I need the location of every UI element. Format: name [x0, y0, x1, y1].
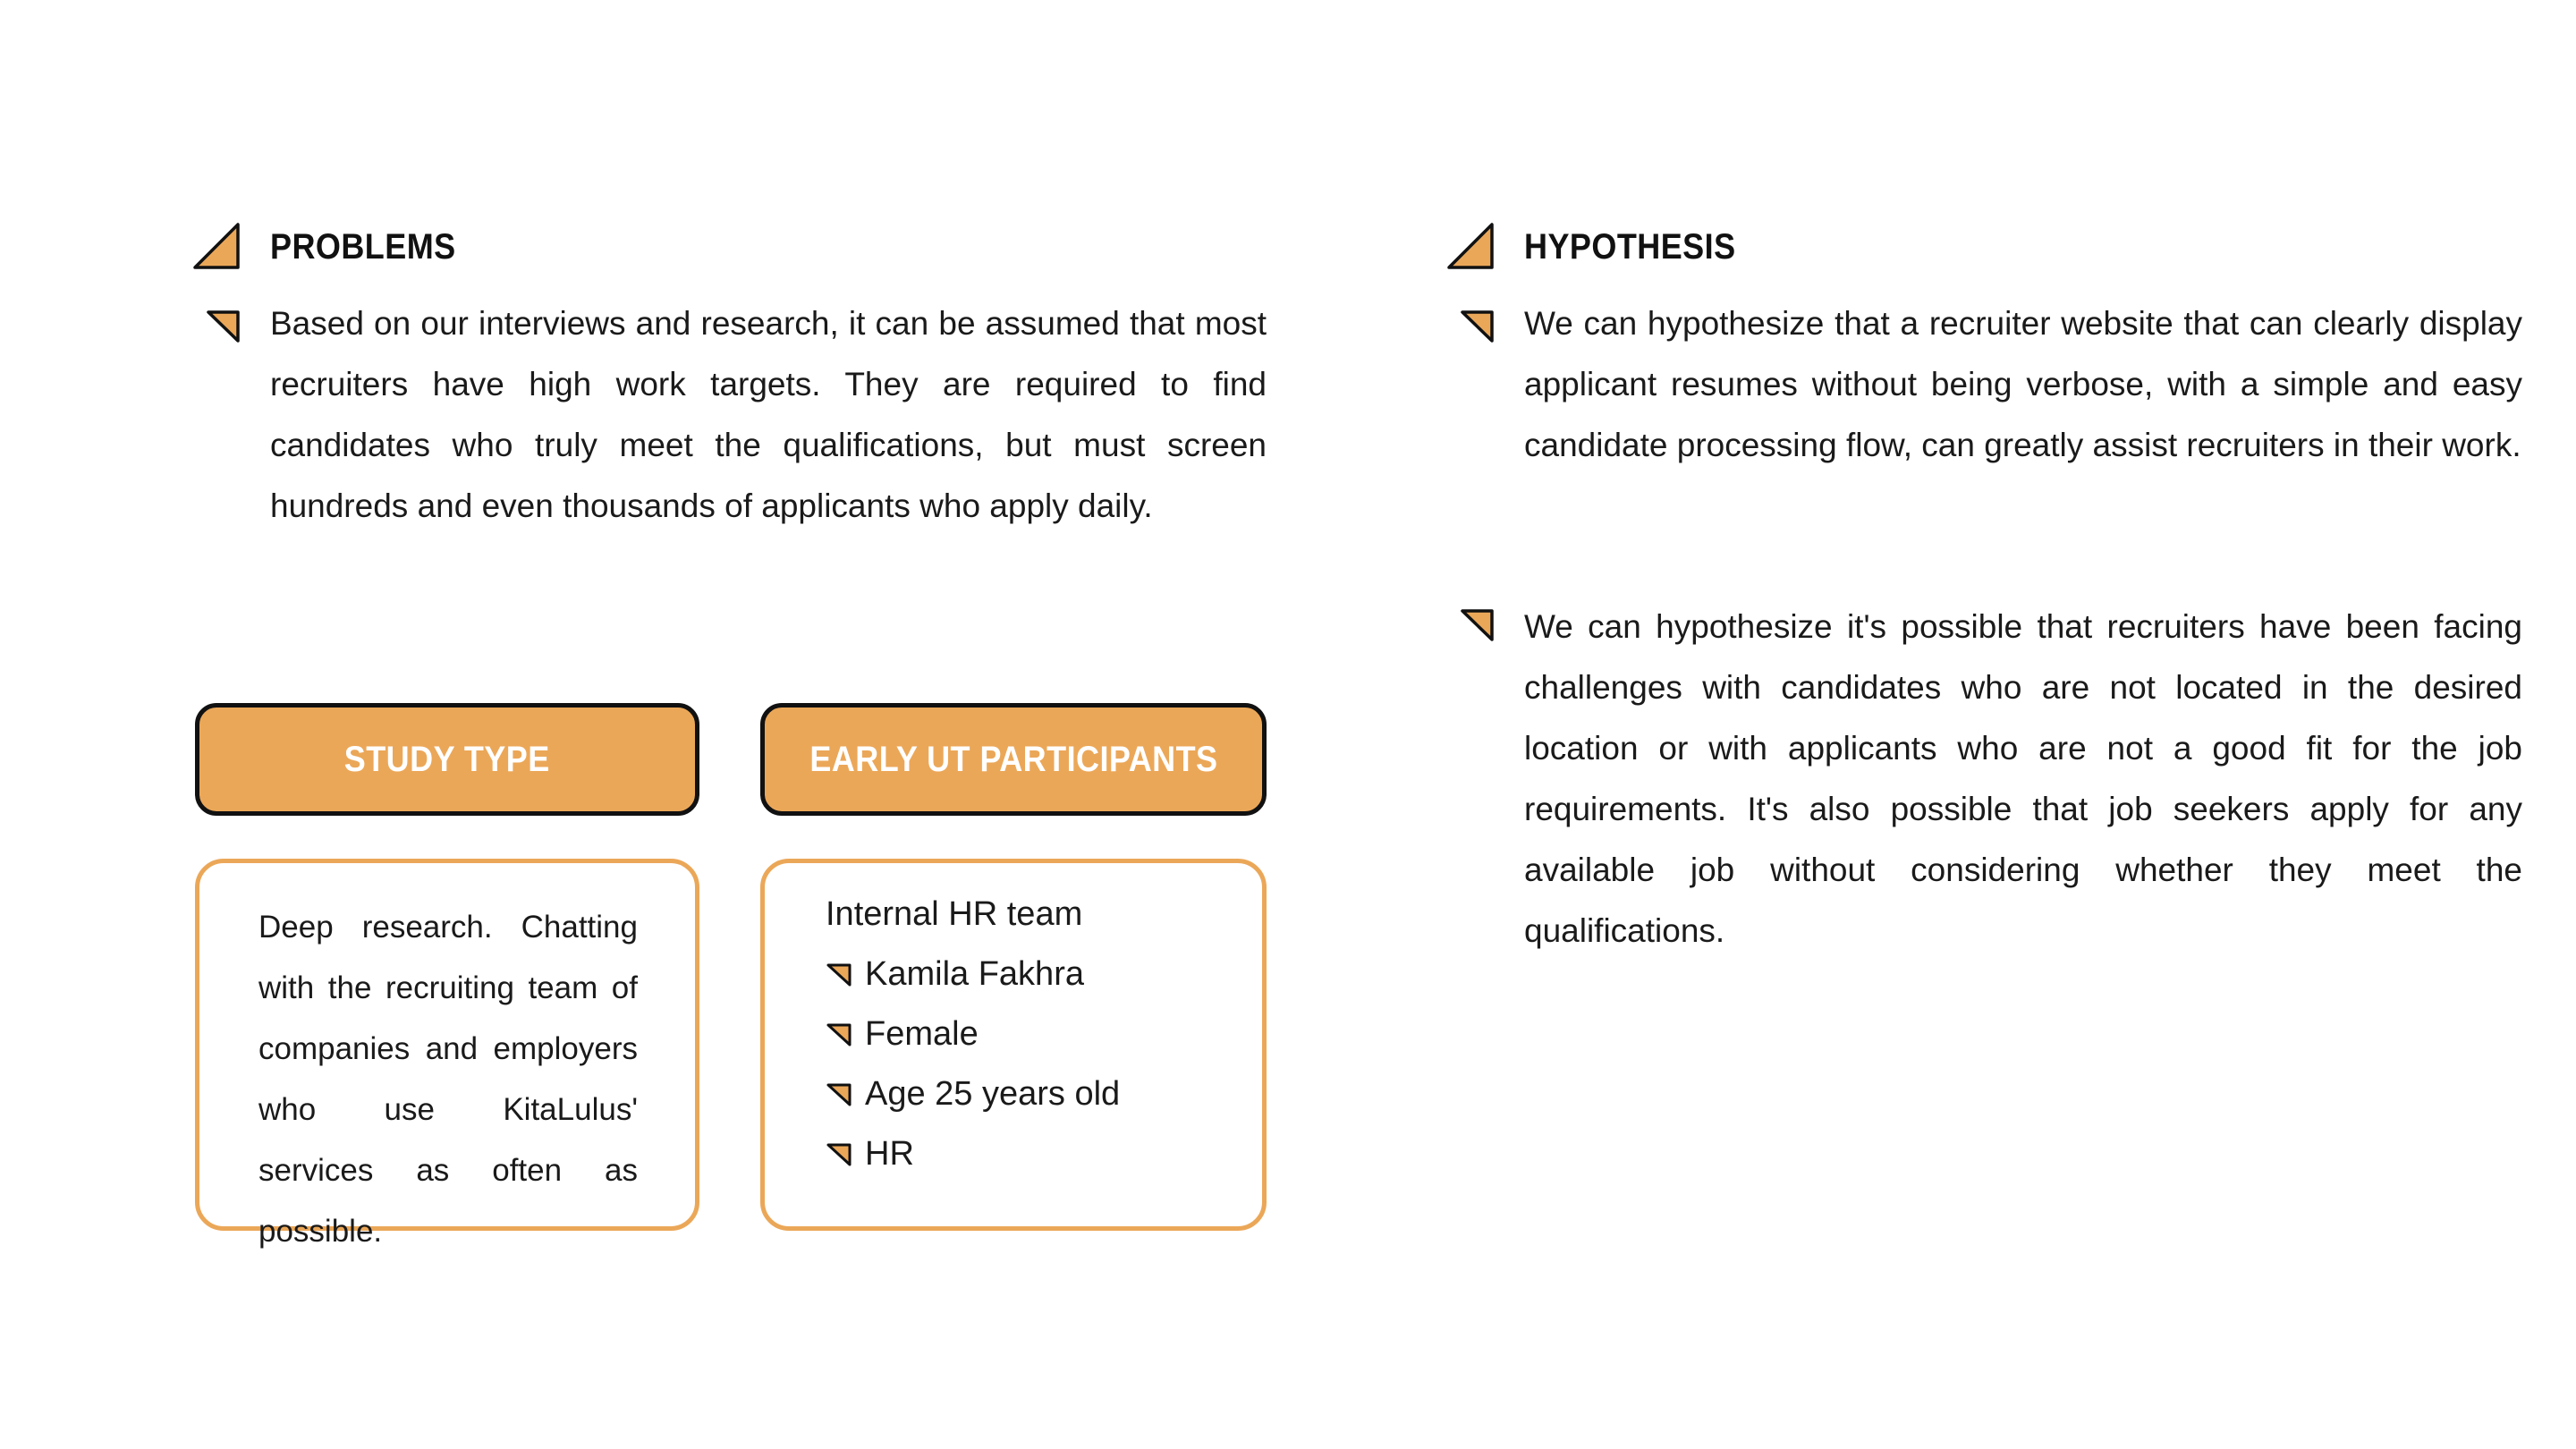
list-bullet-triangle-icon	[826, 962, 852, 987]
list-item	[826, 945, 1120, 1004]
study-type-title: STUDY TYPE	[344, 739, 550, 779]
participants-title: EARLY UT PARTICIPANTS	[809, 739, 1218, 779]
list-item	[826, 1064, 1120, 1124]
hypothesis-point-1: We can hypothesize that a recruiter website that can clearly display applicant resumes without being verbose, with a simple and easy candidate processing flow, can greatly assist recruiters in their work.	[1524, 305, 2522, 463]
hypothesis-title: HYPOTHESIS	[1524, 227, 1736, 267]
problems-title: PROBLEMS	[270, 227, 456, 267]
list-item	[826, 1004, 1120, 1064]
participants-intro: Internal HR team	[826, 895, 1083, 933]
study-type-text: Deep research. Chatting with the recruiting team of companies and employers who use KitaLulus' services as often as possible.	[258, 910, 638, 1249]
problems-bullet-triangle-icon	[206, 309, 242, 343]
participant-role: HR	[865, 1135, 914, 1173]
hypothesis-point-2: We can hypothesize it's possible that recruiters have been facing challenges with candidates who are not located in the desired location or with applicants who are not a good fit for the job requirements. It's also possible that job seekers apply for any available job without considering whether they meet the qualifications.	[1524, 608, 2522, 949]
problems-heading-triangle-icon	[191, 222, 242, 270]
participant-age: Age 25 years old	[865, 1075, 1121, 1113]
list-bullet-triangle-icon	[826, 1142, 852, 1167]
participants-header	[760, 703, 1267, 816]
list-bullet-triangle-icon	[826, 1022, 852, 1047]
participant-gender: Female	[865, 1015, 979, 1053]
hypothesis-bullet-2-triangle-icon	[1460, 608, 1496, 642]
participant-name: Kamila Fakhra	[865, 955, 1084, 993]
study-type-header	[195, 703, 699, 816]
list-bullet-triangle-icon	[826, 1082, 852, 1107]
hypothesis-heading-triangle-icon	[1445, 222, 1496, 270]
problems-text: Based on our interviews and research, it can be assumed that most recruiters have high work targets. They are required to find candidates who truly meet the qualifications, but must screen hundreds and even thousands of applicants who apply daily.	[270, 305, 1267, 524]
hypothesis-bullet-1-triangle-icon	[1460, 309, 1496, 343]
study-type-card	[195, 859, 699, 1249]
list-item	[826, 1124, 1120, 1184]
participants-card	[760, 859, 1267, 1231]
